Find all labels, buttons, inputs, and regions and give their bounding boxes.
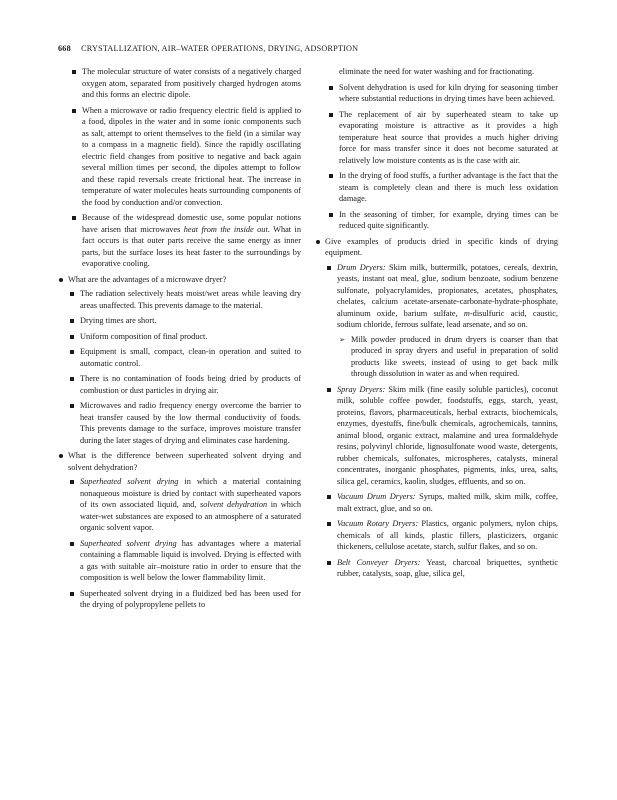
list-item: Superheated solvent drying has advantages where a material containing a flammable liquid is involved. Drying is effected with a gas with suitable air–moisture ratio in order to ensure that the composition is well below the lower flammability limit. <box>68 538 301 584</box>
emphasis-text: Superheated solvent drying <box>80 477 179 486</box>
bullet-list <box>70 66 301 611</box>
dryer-label: Belt Conveyer Dryers: <box>337 557 421 567</box>
dryer-label: Drum Dryers: <box>337 262 386 272</box>
right-column <box>327 66 558 584</box>
list-item: The molecular structure of water consists of a negatively charged oxygen atom, separated from positively charged hydrogen atoms and this forms an electric dipole. <box>70 66 301 101</box>
dryer-label: Spray Dryers: <box>337 384 386 394</box>
list-item: Uniform composition of final product. <box>68 331 301 343</box>
emphasis-text: heat from the inside out <box>183 224 268 234</box>
list-item: Equipment is small, compact, clean-in operation and suited to automatic control. <box>68 346 301 369</box>
question-text: What are the advantages of a microwave dryer? <box>68 274 227 284</box>
list-item: Vacuum Rotary Dryers: Plastics, organic polymers, nylon chips, chemicals of all kinds, plastic fillers, plasticizers, organic thickeners, cellulose acetate, starch, sulfur flakes, and so on. <box>325 518 558 553</box>
question-item <box>58 274 301 447</box>
list-item: Microwaves and radio frequency energy overcome the barrier to heat transfer caused by the low thermal conductivity of foods. This prevents damage to the surface, improves moisture transfer during the later stages of drying and eliminates case hardening. <box>68 400 301 446</box>
list-item: Because of the widespread domestic use, some popular notions have arisen that microwaves heat from the inside out. What in fact occurs is that outer parts receive the same energy as inner parts, but the surface loses its heat faster to the surroundings by evaporative cooling. <box>70 212 301 270</box>
emphasis-text: m <box>463 308 470 318</box>
list-item: Spray Dryers: Skim milk (fine easily soluble particles), coconut milk, soluble coffee powder, foodstuffs, eggs, starch, yeast, proteins, flavors, pharmaceuticals, herbal extracts, biochemicals, enzymes, dyestuffs, fine/bulk chemicals, agrochemicals, tannins, animal blood, organic extract, malamine and urea formaldehyde resins, polyvinyl chloride, lignosulfonate wood waste, detergents, rubber chemicals, sulfonates, microspheres, catalysts, mineral concentrates, inorganic phosphates, pigments, inks, urea, salts, silica gel, ceramics, kaolin, sludges, effluents, and so on. <box>325 384 558 488</box>
list-item: In the drying of food stuffs, a further advantage is the fact that the steam is completely clean and there is much less oxidation damage. <box>327 170 558 205</box>
list-item: Drum Dryers: Skim milk, buttermilk, potatoes, cereals, dextrin, yeasts, instant oat meal, glue, sodium benzoate, sodium benzene sulfonate, polyacrylamides, propionates, acetates, phosphates, chelates, calcium acetate-arsenate-carbonate-hydrate-phosphate, aluminum oxide, barium sulfate, m-disulfuric acid, caustic, sodium chloride, ferrous sulfate, lead arsenate, and so on. ➢ Milk powder produced in drum dryers is coarser than that produced in spray dryers and useful in preparation of solid products like sweets, instead of using to get back milk through dissolution in water as and when required. <box>325 262 558 380</box>
question-text: What is the difference between superheated solvent drying and solvent dehydration? <box>68 451 301 472</box>
list-item: The radiation selectively heats moist/wet areas while leaving dry areas unaffected. This prevents damage to the material. <box>68 288 301 311</box>
running-header <box>58 44 358 53</box>
question-item <box>58 450 301 611</box>
sub-list-item: ➢ Milk powder produced in drum dryers is coarser than that produced in spray dryers and useful in preparation of solid products like sweets, instead of using to get back milk through dissolution in water as and when required. <box>337 334 558 380</box>
question-text: Give examples of products dried in specific kinds of drying equipment. <box>325 236 558 257</box>
list-item: Belt Conveyer Dryers: Yeast, charcoal briquettes, synthetic rubber, catalysts, soap, glue, silica gel, <box>325 557 558 580</box>
list-item: In the seasoning of timber, for example, drying times can be reduced quite significantly. <box>327 209 558 232</box>
answer-list <box>68 288 301 446</box>
bullet-list <box>327 66 558 580</box>
list-item: Drying times are short. <box>68 315 301 327</box>
sub-list <box>337 334 558 380</box>
list-item: There is no contamination of foods being dried by products of combustion or dust particles in drying air. <box>68 373 301 396</box>
answer-list <box>68 476 301 611</box>
answer-list <box>325 262 558 580</box>
list-item: The replacement of air by superheated steam to take up evaporating moisture is attractive as it provides a high temperature heat source that provides a much higher driving force for mass transfer since it does not become saturated at relatively low moisture contents as is the case with air. <box>327 109 558 167</box>
list-item: Solvent dehydration is used for kiln drying for seasoning timber where substantial reductions in drying times have been achieved. <box>327 82 558 105</box>
left-column <box>70 66 301 615</box>
list-item: When a microwave or radio frequency electric field is applied to a food, dipoles in the water and in some ionic components such as salt, attempt to orient themselves to the field (in a similar way to a compass in a magnetic field). Since the rapidly oscillating electric field changes from positive to negative and back again several million times per second, the dipoles attempt to follow and these rapid reversals create frictional heat. The increase in temperature of water molecules heats surrounding components of the food by conduction and/or convection. <box>70 105 301 209</box>
list-item: Vacuum Drum Dryers: Syrups, malted milk, skim milk, coffee, malt extract, glue, and so on. <box>325 491 558 514</box>
dryer-label: Vacuum Drum Dryers: <box>337 492 416 501</box>
running-title: CRYSTALLIZATION, AIR–WATER OPERATIONS, DRYING, ADSORPTION <box>81 44 359 53</box>
list-item: Superheated solvent drying in which a material containing nonaqueous moisture is dried by contact with superheated vapors of its own associated liquid, and, solvent dehydration in which water-wet substances are exposed to an atmosphere of a saturated organic solvent vapor. <box>68 476 301 534</box>
emphasis-text: solvent dehydration <box>199 500 268 509</box>
continued-text: eliminate the need for water washing and for fractionating. <box>339 67 535 76</box>
page-number: 668 <box>58 44 71 53</box>
emphasis-text: Superheated solvent drying <box>80 538 177 548</box>
dryer-label: Vacuum Rotary Dryers: <box>337 519 419 528</box>
list-item: Superheated solvent drying in a fluidized bed has been used for the drying of polypropylene pellets to <box>68 588 301 611</box>
question-item <box>315 236 558 580</box>
